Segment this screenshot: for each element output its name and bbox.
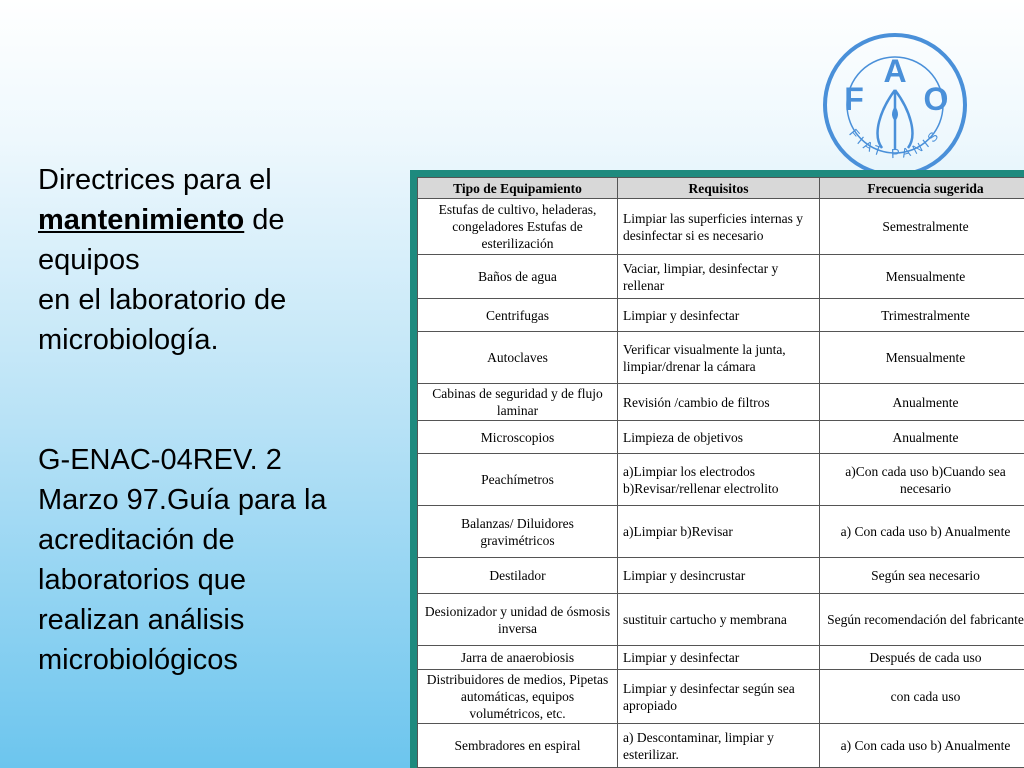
cell-requisito: Limpiar las superficies internas y desinfectar si es necesario	[618, 199, 820, 255]
cell-frecuencia: Trimestralmente	[820, 299, 1024, 332]
table-row	[418, 724, 1024, 768]
cell-frecuencia: Según recomendación del fabricante	[820, 594, 1024, 646]
reference-line-3: acreditación de	[38, 524, 235, 556]
cell-frecuencia: Después de cada uso	[820, 646, 1024, 670]
maintenance-table	[417, 177, 1024, 768]
cell-equipo: Microscopios	[418, 421, 618, 454]
table-row	[418, 506, 1024, 558]
title-line-3: equipos	[38, 244, 140, 276]
spacer	[38, 360, 408, 440]
title-underlined-word: mantenimiento	[38, 204, 245, 236]
logo-letter-a: A	[883, 53, 907, 89]
cell-frecuencia: Según sea necesario	[820, 558, 1024, 594]
table-row	[418, 670, 1024, 724]
cell-frecuencia: Mensualmente	[820, 332, 1024, 384]
cell-equipo: Baños de agua	[418, 255, 618, 299]
table-row	[418, 646, 1024, 670]
cell-requisito: Limpiar y desinfectar según sea apropiado	[618, 670, 820, 724]
maintenance-table-frame	[410, 170, 1024, 768]
title-line-2	[38, 200, 408, 240]
cell-requisito: Limpiar y desinfectar	[618, 646, 820, 670]
title-line-2-rest: de	[244, 204, 285, 236]
cell-frecuencia: Anualmente	[820, 384, 1024, 421]
cell-requisito: a) Descontaminar, limpiar y esterilizar.	[618, 724, 820, 768]
cell-frecuencia: a)Con cada uso b)Cuando sea necesario	[820, 454, 1024, 506]
table-row	[418, 255, 1024, 299]
title-line-4: en el laboratorio de	[38, 284, 287, 316]
cell-frecuencia: Mensualmente	[820, 255, 1024, 299]
cell-frecuencia: Anualmente	[820, 421, 1024, 454]
title-line-1: Directrices para el	[38, 164, 272, 196]
logo-letter-f: F	[844, 81, 864, 117]
fao-logo	[820, 30, 970, 180]
cell-equipo: Cabinas de seguridad y de flujo laminar	[418, 384, 618, 421]
reference-line-6: microbiológicos	[38, 644, 238, 676]
cell-requisito: a)Limpiar b)Revisar	[618, 506, 820, 558]
table-row	[418, 421, 1024, 454]
cell-equipo: Peachímetros	[418, 454, 618, 506]
slide-title	[38, 160, 408, 360]
cell-frecuencia: a) Con cada uso b) Anualmente	[820, 506, 1024, 558]
reference-line-5: realizan análisis	[38, 604, 245, 636]
header-tipo: Tipo de Equipamiento	[418, 178, 618, 199]
table-row	[418, 384, 1024, 421]
reference-line-1: G-ENAC-04REV. 2	[38, 444, 282, 476]
cell-equipo: Jarra de anaerobiosis	[418, 646, 618, 670]
header-frecuencia: Frecuencia sugerida	[820, 178, 1024, 199]
cell-equipo: Distribuidores de medios, Pipetas automáticas, equipos volumétricos, etc.	[418, 670, 618, 724]
header-requisitos: Requisitos	[618, 178, 820, 199]
cell-requisito: a)Limpiar los electrodos b)Revisar/rellenar electrolito	[618, 454, 820, 506]
cell-equipo: Balanzas/ Diluidores gravimétricos	[418, 506, 618, 558]
cell-requisito: Revisión /cambio de filtros	[618, 384, 820, 421]
cell-equipo: Destilador	[418, 558, 618, 594]
cell-requisito: Limpieza de objetivos	[618, 421, 820, 454]
cell-requisito: Limpiar y desinfectar	[618, 299, 820, 332]
table-row	[418, 454, 1024, 506]
table-row	[418, 299, 1024, 332]
reference-text	[38, 440, 408, 680]
cell-equipo: Estufas de cultivo, heladeras, congeladores Estufas de esterilización	[418, 199, 618, 255]
cell-requisito: sustituir cartucho y membrana	[618, 594, 820, 646]
table-row	[418, 594, 1024, 646]
table-row	[418, 199, 1024, 255]
cell-requisito: Vaciar, limpiar, desinfectar y rellenar	[618, 255, 820, 299]
cell-frecuencia: Semestralmente	[820, 199, 1024, 255]
table-row	[418, 332, 1024, 384]
table-row	[418, 558, 1024, 594]
logo-motto-path: FIAT PANIS	[846, 125, 944, 162]
reference-line-2: Marzo 97.Guía para la	[38, 484, 327, 516]
cell-equipo: Desionizador y unidad de ósmosis inversa	[418, 594, 618, 646]
cell-equipo: Autoclaves	[418, 332, 618, 384]
title-line-5: microbiología.	[38, 324, 219, 356]
table-header-row	[418, 178, 1024, 199]
slide-left-text	[38, 160, 408, 680]
cell-requisito: Limpiar y desincrustar	[618, 558, 820, 594]
cell-requisito: Verificar visualmente la junta, limpiar/drenar la cámara	[618, 332, 820, 384]
logo-letter-o: O	[923, 81, 949, 117]
cell-frecuencia: a) Con cada uso b) Anualmente	[820, 724, 1024, 768]
cell-frecuencia: con cada uso	[820, 670, 1024, 724]
cell-equipo: Sembradores en espiral	[418, 724, 618, 768]
reference-line-4: laboratorios que	[38, 564, 246, 596]
cell-equipo: Centrifugas	[418, 299, 618, 332]
